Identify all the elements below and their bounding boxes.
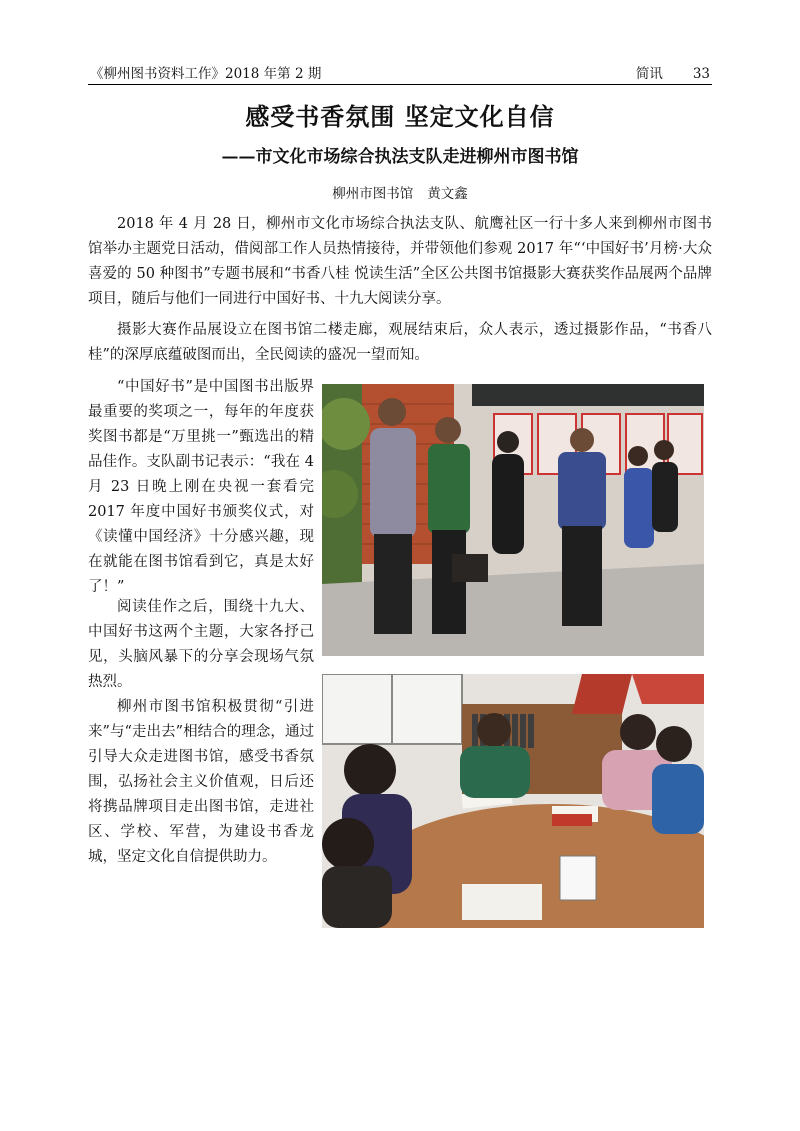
paragraph-3: “中国好书”是中国图书出版界最重要的奖项之一，每年的年度获奖图书都是“万里挑一”甄选出的精品佳作。支队副书记表示：“我在 4 月 23 日晚上刚在央视一套看完 2017 年度中国好书颁奖仪式，对《读懂中国经济》十分感兴趣，现在就能在图书馆看到它，真是太好了！” [88, 379, 314, 595]
article-subtitle: ——市文化市场综合执法支队走进柳州市图书馆 [221, 147, 579, 167]
paragraph-2: 摄影大赛作品展设立在图书馆二楼走廊，观展结束后，众人表示，透过摄影作品，“书香八桂”的深厚底蕴破图而出，全民阅读的盛况一望而知。 [88, 322, 712, 363]
header-right [636, 62, 710, 82]
article-title: 感受书香氛围 坚定文化自信 [245, 102, 555, 131]
photo-reading-session-illustration [322, 674, 704, 928]
photo-exhibition-visit [322, 384, 704, 656]
paragraph-5: 柳州市图书馆积极贯彻“引进来”与“走出去”相结合的理念，通过引导大众走进图书馆，感受书香氛围，弘扬社会主义价值观，日后还将携品牌项目走出图书馆，走进社区、学校、军营，为建设书香龙城，坚定文化自信提供助力。 [88, 699, 314, 865]
photo-reading-session [322, 674, 704, 928]
byline-author: 黄文鑫 [427, 186, 468, 202]
paragraph-4: 阅读佳作之后，围绕十九大、中国好书这两个主题，大家各抒己见，头脑风暴下的分享会现场气氛热烈。 [88, 599, 314, 690]
paragraph-1: 2018 年 4 月 28 日，柳州市文化市场综合执法支队、航鹰社区一行十多人来到柳州市图书馆举办主题党日活动，借阅部工作人员热情接待，并带领他们参观 2017 年“‘中国好书’月榜·大众喜爱的 50 种图书”专题书展和“书香八桂 悦读生活”全区公共图书馆摄影大赛获奖作品展两个品牌项目，随后与他们一同进行中国好书、十九大阅读分享。 [88, 216, 712, 307]
section-label: 简讯 [635, 66, 663, 82]
page-number: 33 [692, 66, 710, 82]
photo-exhibition-visit-illustration [322, 384, 704, 656]
byline-org: 柳州市图书馆 [332, 186, 414, 202]
journal-name: 《柳州图书资料工作》2018 年第 2 期 [90, 66, 322, 82]
byline [0, 182, 800, 202]
header-rule [88, 84, 712, 85]
